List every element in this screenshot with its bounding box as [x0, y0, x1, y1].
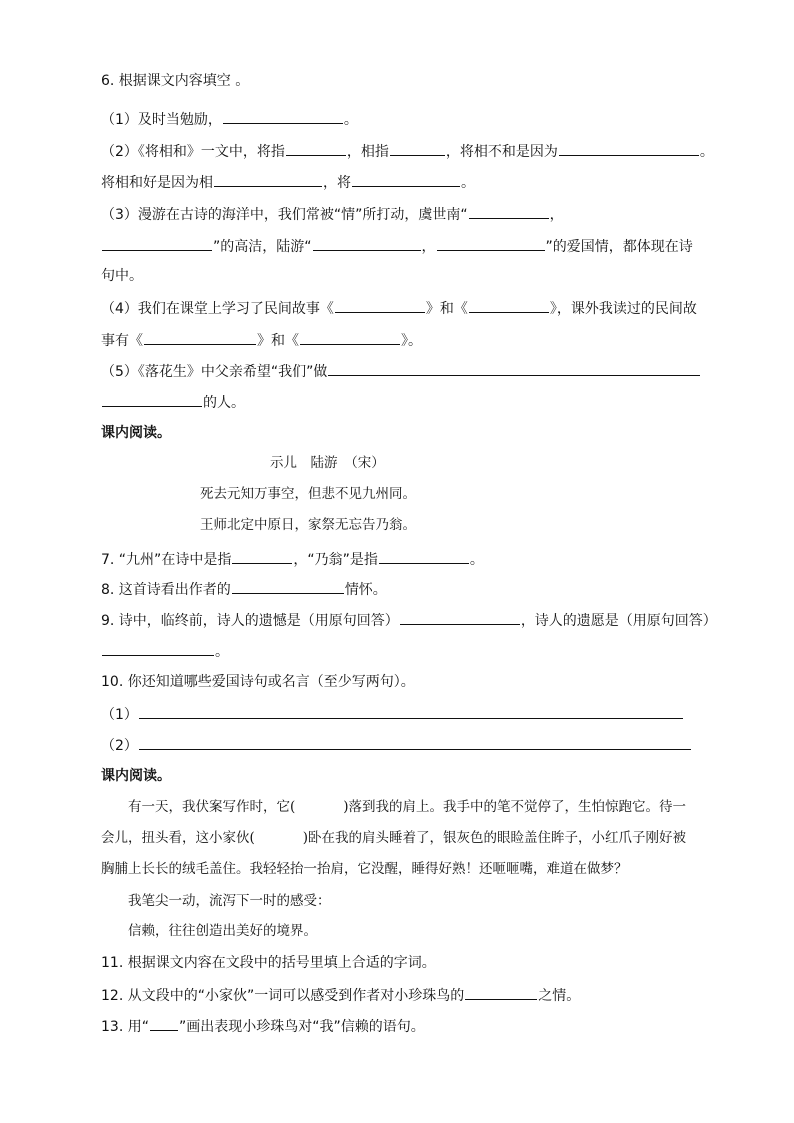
passage-line-1: 有一天，我伏案写作时，它( )落到我的肩上。我手中的笔不觉停了，生怕惊跑它。待一 — [128, 799, 687, 815]
q6-item-5: （5）《落花生》中父亲希望“我们”做 — [101, 361, 701, 381]
blank-field[interactable] — [232, 549, 292, 564]
q6-item-2-cont: 将相和好是因为相 ，将 。 — [101, 172, 475, 192]
blank-field[interactable] — [335, 298, 425, 313]
section-header: 课内阅读。 — [101, 768, 171, 784]
blank-field[interactable] — [352, 172, 460, 187]
passage-line-5: 信赖，往往创造出美好的境界。 — [128, 923, 317, 939]
blank-field[interactable] — [102, 392, 202, 407]
q6-item-1: （1）及时当勉励， 。 — [101, 109, 358, 129]
blank-field[interactable] — [379, 549, 469, 564]
blank-field[interactable] — [559, 141, 699, 156]
q6-item-3-end: 句中。 — [101, 268, 143, 284]
q9-cont: 。 — [101, 641, 229, 661]
blank-field[interactable] — [437, 236, 545, 251]
q6-item-4-cont: 事有《 》和《 》。 — [101, 330, 422, 350]
poem-line-1: 死去元知万事空，但悲不见九州同。 — [200, 486, 416, 502]
blank-field[interactable] — [286, 141, 346, 156]
blank-field[interactable] — [313, 236, 421, 251]
underline-sample — [150, 1016, 178, 1031]
passage-line-4: 我笔尖一动，流泻下一时的感受： — [128, 893, 331, 909]
blank-field[interactable] — [214, 172, 322, 187]
blank-field[interactable] — [102, 641, 214, 656]
q9: 9. 诗中，临终前，诗人的遗憾是（用原句回答） ，诗人的遗愿是（用原句回答） — [101, 610, 717, 630]
q10-line-2: （2） — [101, 735, 692, 755]
blank-field[interactable] — [144, 330, 256, 345]
section-header: 课内阅读。 — [101, 425, 171, 441]
q10-line-1: （1） — [101, 704, 684, 724]
q6-item-4: （4）我们在课堂上学习了民间故事《 》和《 》，课外我读过的民间故 — [101, 298, 697, 318]
blank-field[interactable] — [223, 109, 343, 124]
passage-line-3: 胸脯上长长的绒毛盖住。我轻轻抬一抬肩，它没醒，睡得好熟！还咂咂嘴，难道在做梦？ — [101, 861, 628, 877]
blank-field[interactable] — [400, 610, 520, 625]
q10-title: 10. 你还知道哪些爱国诗句或名言（至少写两句）。 — [101, 674, 415, 690]
blank-field[interactable] — [469, 298, 549, 313]
poem-title: 示儿 陆游 （宋） — [270, 455, 385, 471]
q6-item-3-cont: ”的高洁，陆游“ ， ”的爱国情，都体现在诗 — [101, 236, 693, 256]
q6-item-2: （2）《将相和》一文中，将指 ，相指 ，将相不和是因为 。 — [101, 141, 714, 161]
blank-field[interactable] — [469, 204, 549, 219]
q6-item-5-cont: 的人。 — [101, 392, 245, 412]
passage-line-2: 会儿，扭头看，这小家伙( )卧在我的肩头睡着了，银灰色的眼睑盖住眸子，小红爪子刚好被 — [101, 830, 687, 846]
blank-field[interactable] — [465, 985, 537, 1000]
q8: 8. 这首诗看出作者的 情怀。 — [101, 579, 387, 599]
blank-field[interactable] — [300, 330, 400, 345]
blank-field[interactable] — [328, 361, 700, 376]
answer-line[interactable] — [139, 704, 683, 719]
poem-line-2: 王师北定中原日，家祭无忘告乃翁。 — [200, 517, 416, 533]
blank-field[interactable] — [102, 236, 212, 251]
q7: 7. “九州”在诗中是指 ，“乃翁”是指 。 — [101, 549, 484, 569]
q12: 12. 从文段中的“小家伙”一词可以感受到作者对小珍珠鸟的 之情。 — [101, 985, 580, 1005]
blank-field[interactable] — [390, 141, 445, 156]
answer-line[interactable] — [139, 735, 691, 750]
q6-title: 6. 根据课文内容填空 。 — [101, 73, 250, 89]
q11: 11. 根据课文内容在文段中的括号里填上合适的字词。 — [101, 955, 436, 971]
q13: 13. 用“ ”画出表现小珍珠鸟对“我”信赖的语句。 — [101, 1016, 425, 1036]
q6-item-3: （3）漫游在古诗的海洋中，我们常被“情”所打动，虞世南“ ， — [101, 204, 564, 224]
blank-field[interactable] — [232, 579, 344, 594]
